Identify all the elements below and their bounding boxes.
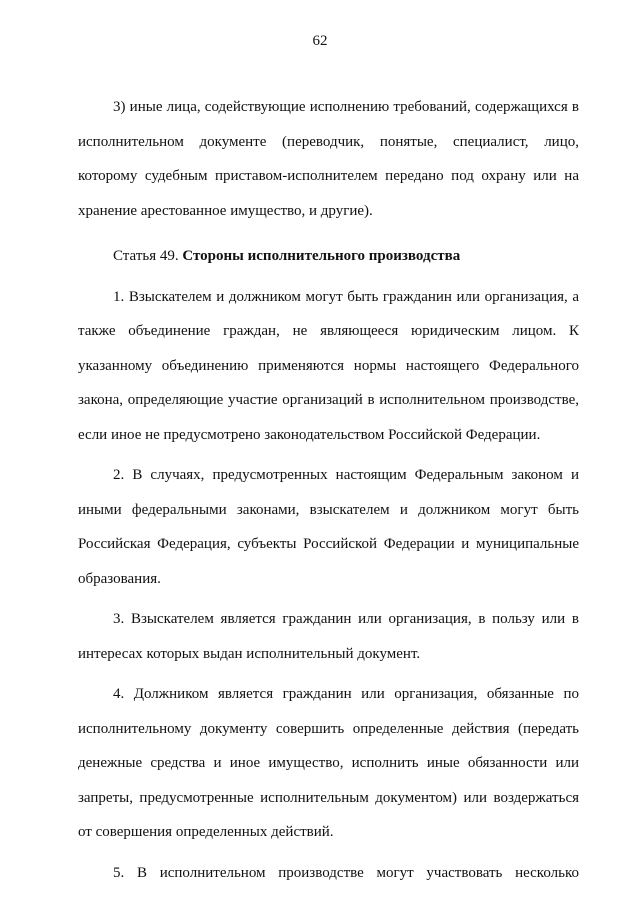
clause-3: 3. Взыскателем является гражданин или организация, в пользу или в интересах которых выдан исполнительный документ. [78,611,579,662]
clause-5: 5. В исполнительном производстве могут участвовать несколько [113,864,579,881]
clause-1: 1. Взыскателем и должником могут быть гражданин или организация, а также объединение граждан, не являющееся юридическим лицом. К указанному объединению применяются нормы настоящего Федерального закона, определяющие участие организаций в исполнительном производстве, если иное не предусмотрено законодательством Российской Федерации. [78,288,579,443]
clause-4: 4. Должником является гражданин или организация, обязанные по исполнительному документу совершить определенные действия (передать денежные средства и иное имущество, исполнить иные обязанности или запреты, предусмотренные исполнительным документом) или воздержаться от совершения определенных действий. [78,686,579,840]
article-heading [78,239,579,274]
article-title: Стороны исполнительного производства [182,248,461,264]
page-number: 62 [312,33,328,49]
article-number: Статья 49. [113,248,179,264]
clause-2: 2. В случаях, предусмотренных настоящим Федеральным законом и иными федеральными законами, взыскателем и должником могут быть Российская Федерация, субъекты Российской Федерации и муниципальные образования. [78,467,579,587]
intro-paragraph: 3) иные лица, содействующие исполнению требований, содержащихся в исполнительном документе (переводчик, понятые, специалист, лицо, которому судебным приставом-исполнителем передано под охрану или на хранение арестованное имущество, и другие). [78,99,579,219]
document-body [78,90,579,890]
